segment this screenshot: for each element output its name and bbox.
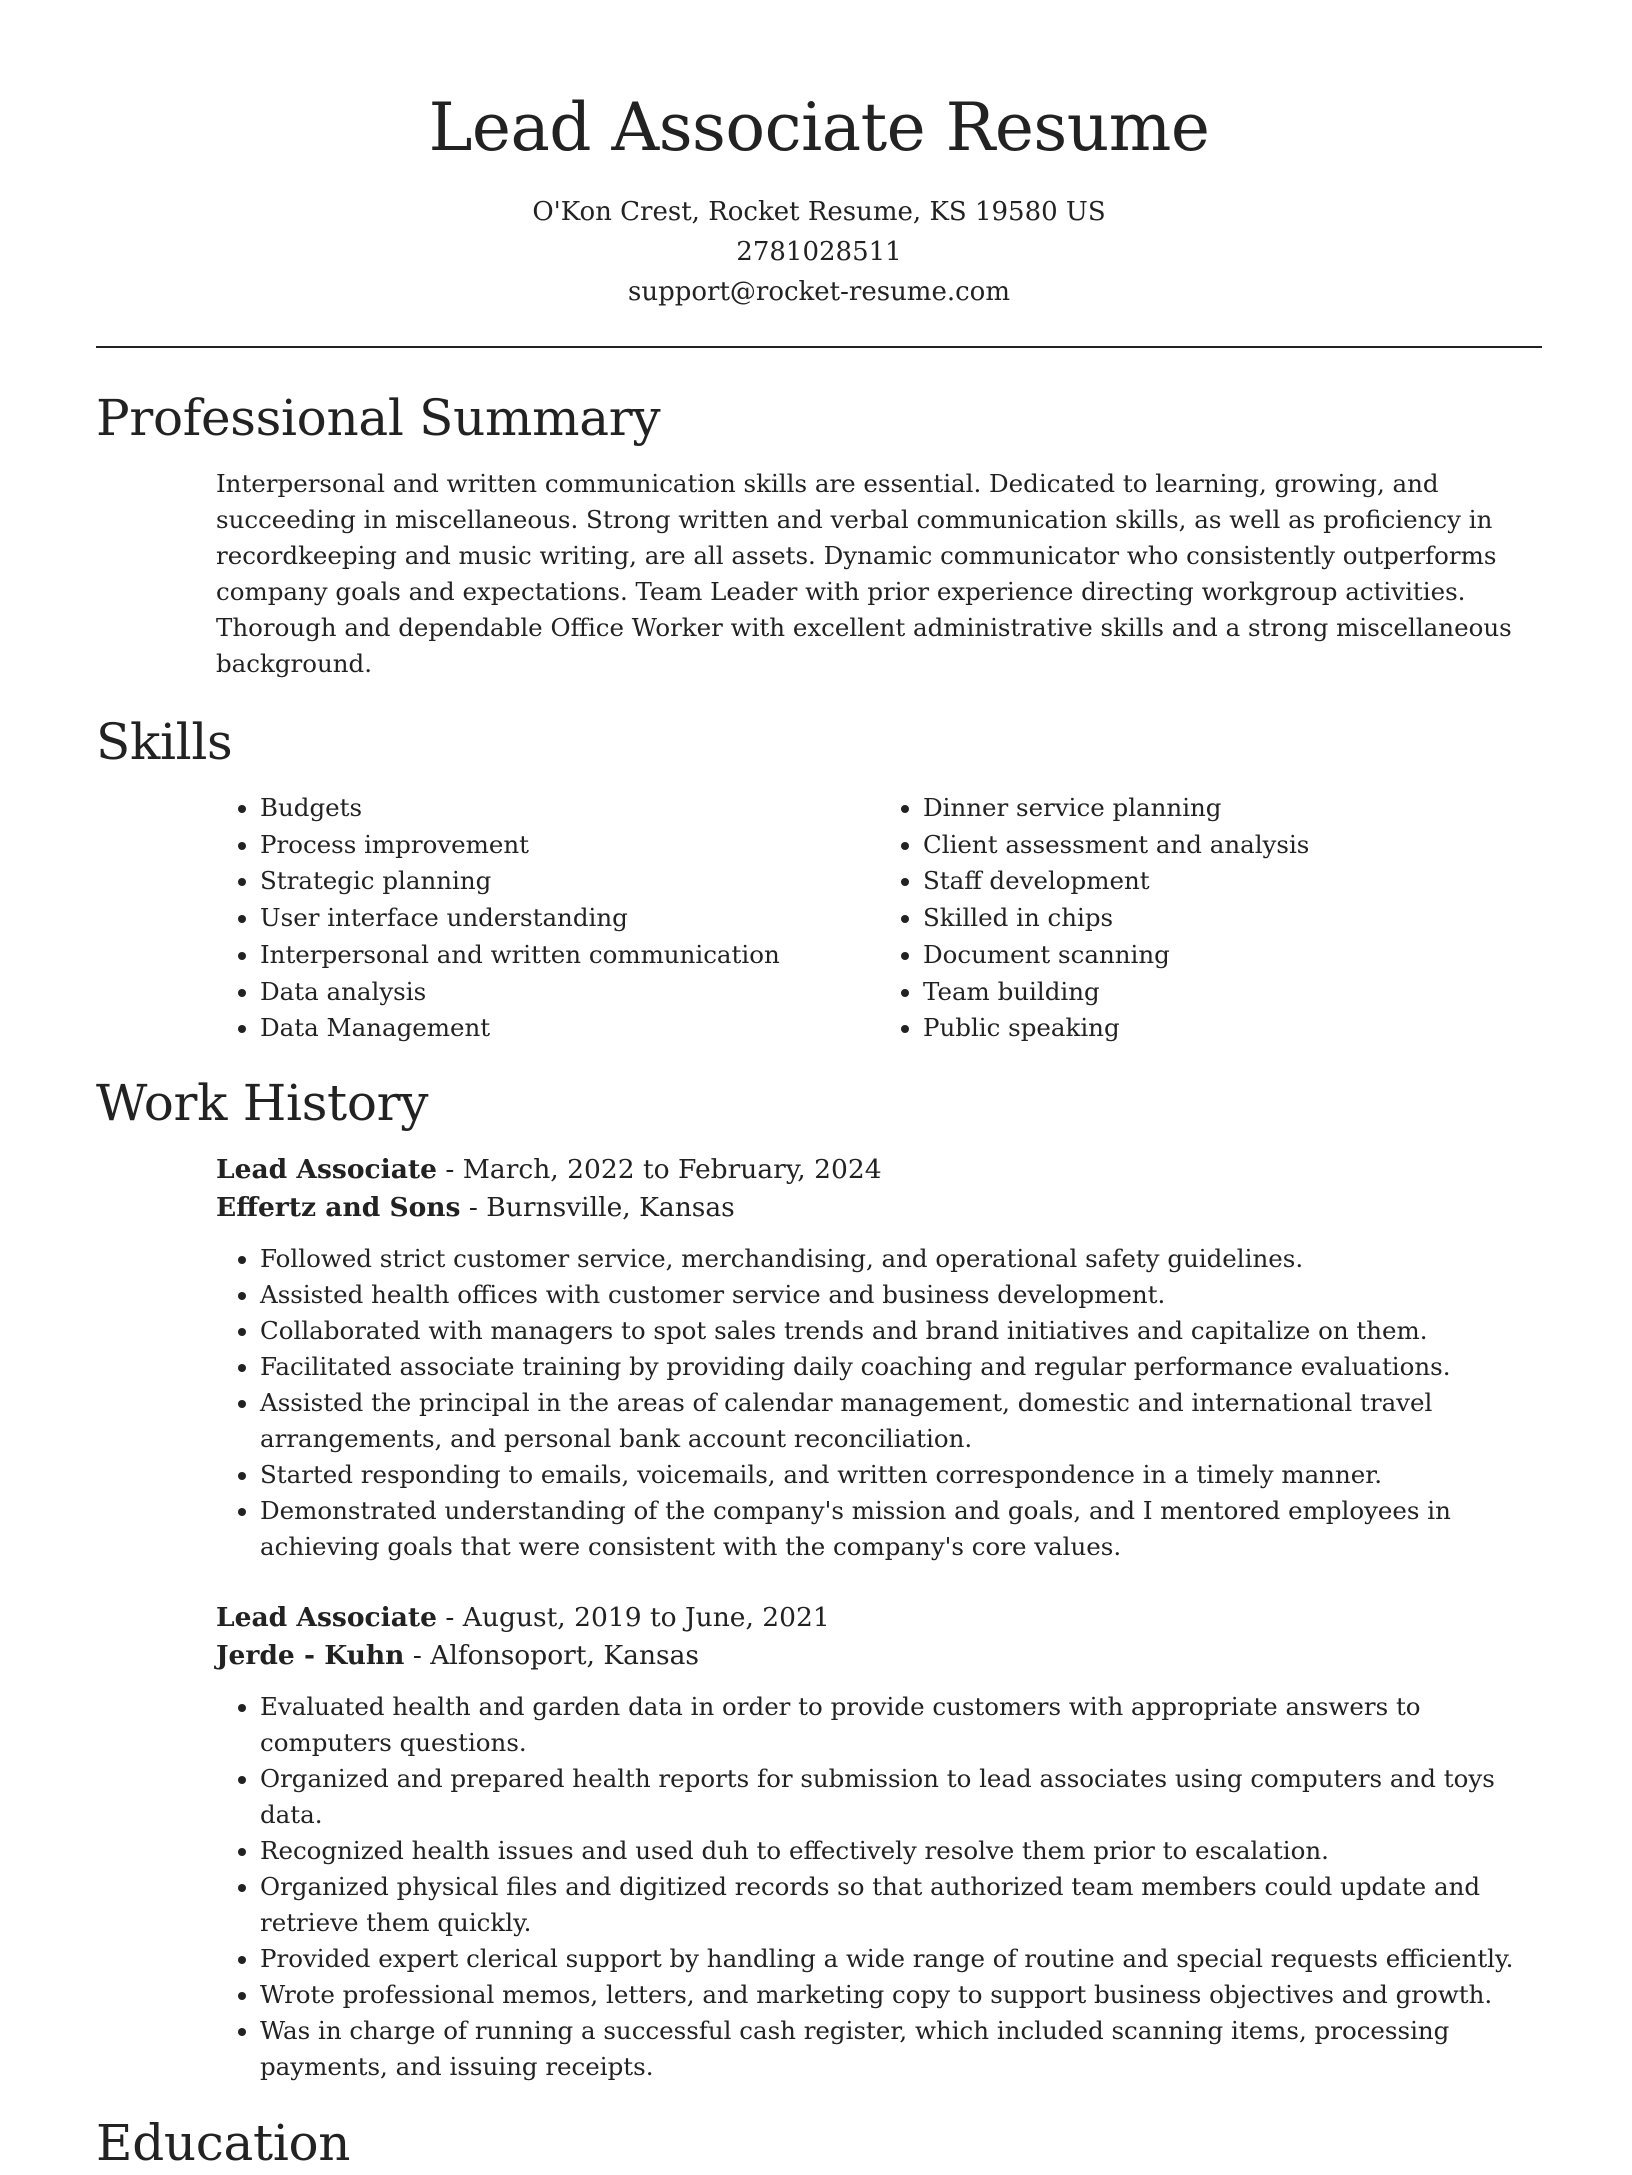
separator: -	[460, 1191, 487, 1223]
skill-item: • Interpersonal and written communication	[260, 937, 879, 974]
skill-item: • Data analysis	[260, 974, 879, 1011]
skill-item: • Process improvement	[260, 827, 879, 864]
job-bullet: • Recognized health issues and used duh to effectively resolve them prior to escalation.	[260, 1833, 1532, 1869]
job-entry	[96, 1151, 1542, 1565]
job-title: Lead Associate	[216, 1601, 437, 1633]
skill-item: • User interface understanding	[260, 900, 879, 937]
email: support@rocket-resume.com	[627, 277, 1010, 307]
skill-item: • Staff development	[923, 863, 1542, 900]
job-bullet: • Provided expert clerical support by handling a wide range of routine and special requests efficiently.	[260, 1941, 1532, 1977]
job-entry	[96, 1599, 1542, 2085]
skill-item: • Client assessment and analysis	[923, 827, 1542, 864]
job-bullet: • Organized physical files and digitized records so that authorized team members could update and retrieve them quickly.	[260, 1869, 1532, 1941]
address: O'Kon Crest, Rocket Resume, KS 19580 US	[532, 197, 1106, 227]
education-heading: Education	[96, 2113, 351, 2172]
job-bullet: • Assisted the principal in the areas of calendar management, domestic and international travel arrangements, and personal bank account reconciliation.	[260, 1385, 1532, 1457]
resume-title: Lead Associate Resume	[428, 89, 1210, 166]
resume-page	[96, 0, 1542, 2175]
skill-item: • Data Management	[260, 1010, 879, 1047]
job-bullets	[216, 1241, 1542, 1565]
separator: -	[404, 1639, 431, 1671]
work-history-heading: Work History	[96, 1073, 429, 1132]
education-section	[96, 2111, 1542, 2175]
job-company: Jerde - Kuhn	[216, 1639, 405, 1671]
phone: 2781028511	[736, 237, 902, 267]
skills-section	[96, 710, 1542, 1047]
job-title-line	[216, 1151, 1542, 1189]
skill-item: • Budgets	[260, 790, 879, 827]
job-dates: March, 2022 to February, 2024	[462, 1153, 882, 1185]
contact-block	[96, 192, 1542, 312]
skill-item: • Public speaking	[923, 1010, 1542, 1047]
summary-heading: Professional Summary	[96, 389, 661, 447]
job-dates: August, 2019 to June, 2021	[462, 1601, 830, 1633]
work-history-section	[96, 1071, 1542, 2085]
job-title: Lead Associate	[216, 1153, 437, 1185]
job-bullet: • Organized and prepared health reports for submission to lead associates using computers and toys data.	[260, 1761, 1532, 1833]
job-list	[96, 1151, 1542, 2085]
job-company-line	[216, 1637, 1542, 1675]
header-divider	[96, 346, 1542, 348]
summary-text: Interpersonal and written communication skills are essential. Dedicated to learning, growing, and succeeding in miscellaneous. Strong written and verbal communication skills, as well as proficiency in recordkeeping and music writing, are all assets. Dynamic communicator who consistently outperforms company goals and expectations. Team Leader with prior experience directing workgroup activities. Thorough and dependable Office Worker with excellent administrative skills and a strong miscellaneous background.	[216, 469, 1512, 678]
summary-section	[96, 386, 1542, 682]
skill-item: • Team building	[923, 974, 1542, 1011]
job-header	[216, 1599, 1542, 1675]
job-bullet: • Facilitated associate training by providing daily coaching and regular performance evaluations.	[260, 1349, 1532, 1385]
job-location: Alfonsoport, Kansas	[430, 1639, 700, 1671]
job-location: Burnsville, Kansas	[486, 1191, 735, 1223]
skill-item: • Strategic planning	[260, 863, 879, 900]
job-company: Effertz and Sons	[216, 1191, 461, 1223]
skills-list-left	[216, 790, 879, 1047]
skill-item: • Dinner service planning	[923, 790, 1542, 827]
job-bullet: • Demonstrated understanding of the company's mission and goals, and I mentored employees in achieving goals that were consistent with the company's core values.	[260, 1493, 1532, 1565]
job-bullet: • Started responding to emails, voicemails, and written correspondence in a timely manner.	[260, 1457, 1532, 1493]
job-bullet: • Collaborated with managers to spot sales trends and brand initiatives and capitalize on them.	[260, 1313, 1532, 1349]
separator: -	[436, 1601, 463, 1633]
job-bullet: • Was in charge of running a successful cash register, which included scanning items, processing payments, and issuing receipts.	[260, 2013, 1532, 2085]
job-bullet: • Assisted health offices with customer service and business development.	[260, 1277, 1532, 1313]
skills-list-right	[879, 790, 1542, 1047]
job-bullets	[216, 1689, 1542, 2085]
skill-item: • Skilled in chips	[923, 900, 1542, 937]
job-company-line	[216, 1189, 1542, 1227]
job-bullet: • Evaluated health and garden data in order to provide customers with appropriate answers to computers questions.	[260, 1689, 1532, 1761]
job-bullet: • Wrote professional memos, letters, and marketing copy to support business objectives and growth.	[260, 1977, 1532, 2013]
skills-heading: Skills	[96, 713, 233, 771]
job-header	[216, 1151, 1542, 1227]
skill-item: • Document scanning	[923, 937, 1542, 974]
separator: -	[436, 1153, 463, 1185]
job-title-line	[216, 1599, 1542, 1637]
resume-header	[96, 0, 1542, 312]
skills-columns	[216, 790, 1542, 1047]
job-bullet: • Followed strict customer service, merchandising, and operational safety guidelines.	[260, 1241, 1532, 1277]
